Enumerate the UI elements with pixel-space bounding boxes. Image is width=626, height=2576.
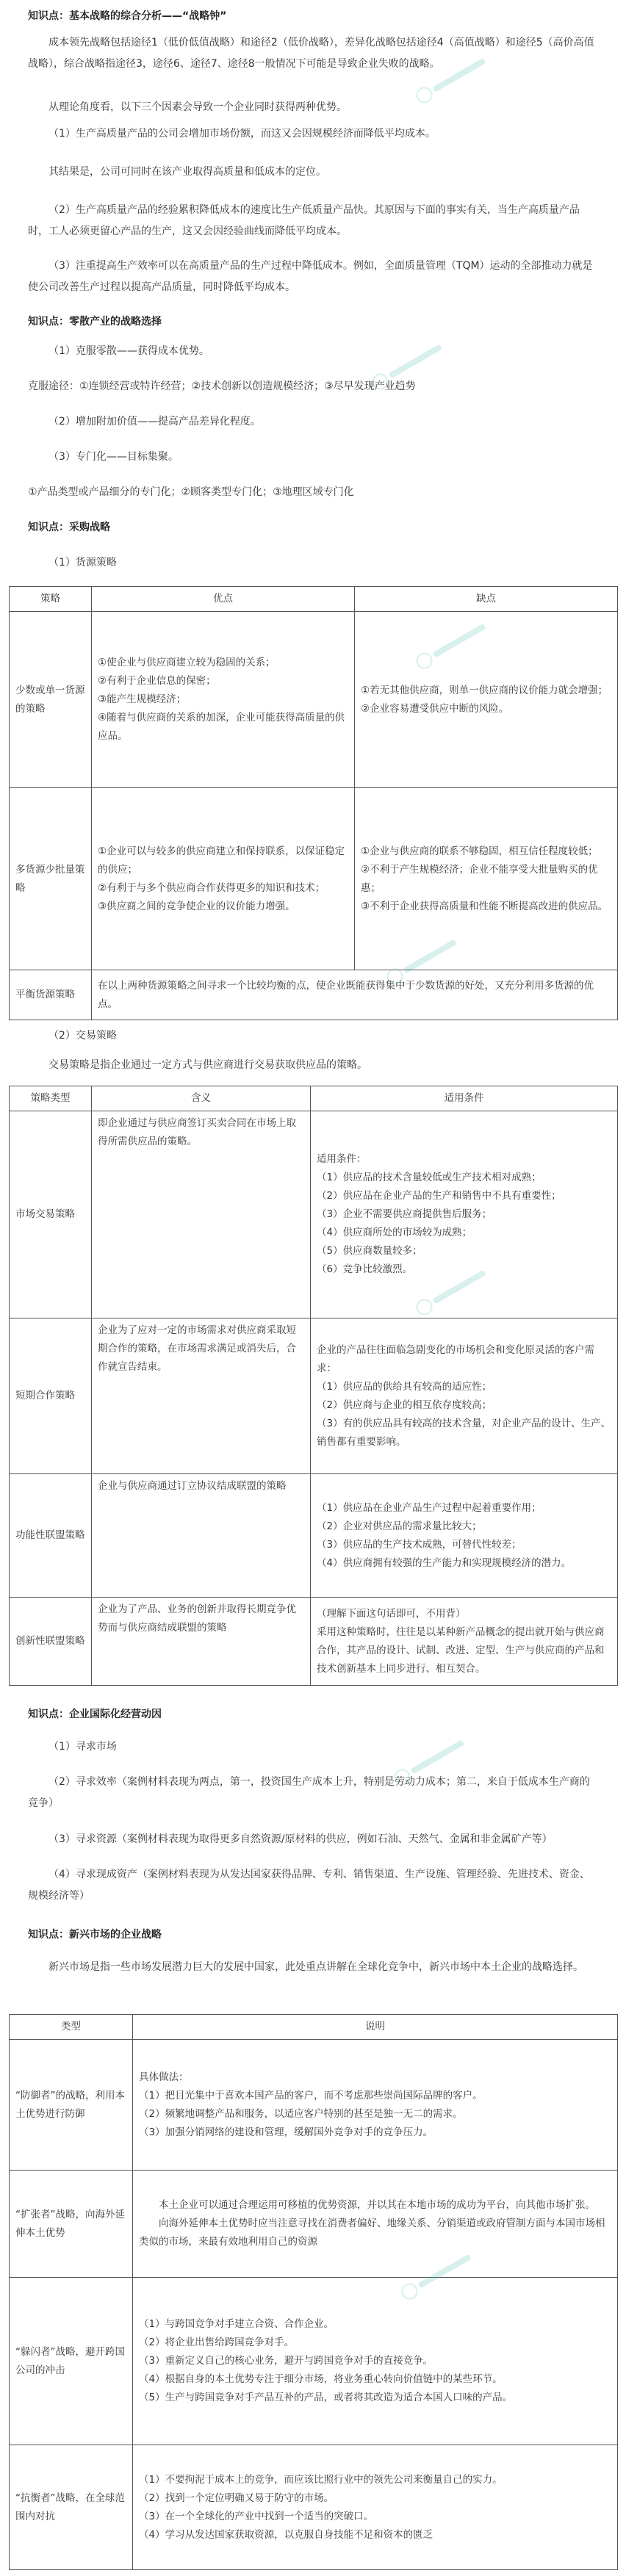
condition-line: （2）供应商与企业的相互依存度较高； <box>317 1399 492 1411</box>
paragraph: 新兴市场是指一些市场发展潜力巨大的发展中国家，此处重点讲解在全球化竞争中，新兴市场中本土企业的战略选择。 <box>48 1961 583 1973</box>
paragraph: （3）注重提高生产效率可以在高质量产品的生产过程中降低成本。例如，全面质量管理（TQM）运动的全部推动力就是使公司改善生产过程以提高产品质量，同时降低平均成本。 <box>28 260 593 293</box>
type-cell: “躲闪者”战略，避开跨国公司的冲击 <box>10 2278 133 2445</box>
pros-line: ④随着与供应商的关系的加深，企业可能获得高质量的供应品。 <box>98 712 345 742</box>
section-title-procurement: 知识点：采购战略 <box>28 522 110 533</box>
condition-line: （3）供应品的生产技术成熟，可替代性较差； <box>317 1538 522 1551</box>
description-line: （2）频繁地调整产品和服务，以适应客户特别的甚至是独一无二的需求。 <box>139 2107 463 2120</box>
table-row <box>10 970 618 1020</box>
cons-line: ①企业与供应商的联系不够稳固，相互信任程度较低； <box>361 845 598 857</box>
description-line: （3）在一个全球化的产业中找到一个适当的突破口。 <box>139 2510 374 2522</box>
emerging-market-strategy-table <box>9 2014 618 2570</box>
condition-line: （2）供应品在企业产品的生产和销售中不具有重要性； <box>317 1190 561 1202</box>
paragraph: （1）寻求市场 <box>48 1741 117 1753</box>
meaning-cell: 企业为了应对一定的市场需求对供应商采取短期合作的策略，在市场需求满足或消失后，合作就宣告结束。 <box>92 1318 311 1474</box>
pros-line: ①使企业与供应商建立较为稳固的关系； <box>98 657 276 668</box>
pros-line: ②有利于与多个供应商合作获得更多的知识和技术； <box>98 881 325 894</box>
strategy-name-cell: 多货源少批量策略 <box>10 788 92 970</box>
condition-line: （4）供应商所处的市场较为成熟； <box>317 1227 472 1238</box>
table-row <box>10 2445 618 2570</box>
cons-line: ③不利于企业获得高质量和性能不断提高改进的供应品。 <box>361 900 608 912</box>
table-row <box>10 2171 618 2278</box>
paragraph: 其结果是，公司可同时在该产业取得高质量和低成本的定位。 <box>48 166 326 178</box>
condition-line: （5）供应商数量较多； <box>317 1245 422 1257</box>
pros-line: ②有利于企业信息的保密； <box>98 675 216 687</box>
paragraph: （2）增加附加价值——提高产品差异化程度。 <box>48 416 261 427</box>
type-cell: “扩张者”战略，向海外延伸本土优势 <box>10 2171 133 2278</box>
type-cell: “防御者”的战略，利用本土优势进行防御 <box>10 2040 133 2171</box>
table-header: 策略类型 <box>10 1086 92 1111</box>
condition-cell <box>311 1598 618 1686</box>
description-cell <box>133 2040 618 2171</box>
type-cell: “抗衡者”战略，在全球范围内对抗 <box>10 2445 133 2570</box>
table-row <box>10 788 618 970</box>
description-line: 向海外延伸本土优势时应当注意寻找在消费者偏好、地缘关系、分销渠道或政府管制方面与本国市场相类似的市场，来最有效地利用自己的资源 <box>139 2218 605 2248</box>
transaction-strategy-table <box>9 1086 618 1686</box>
paragraph: （4）寻求现成资产（案例材料表现为从发达国家获得品牌、专利、销售渠道、生产设施、管理经验、先进技术、资金、规模经济等） <box>28 1869 590 1902</box>
condition-line: （理解下面这句话即可，不用背） <box>317 1607 466 1620</box>
table-row <box>10 1474 618 1598</box>
condition-line: 适用条件： <box>317 1153 367 1165</box>
table-row <box>10 612 618 788</box>
pros-cell <box>92 612 355 788</box>
section-title-internationalization: 知识点：企业国际化经营动因 <box>28 1709 162 1720</box>
table-header: 类型 <box>10 2015 133 2040</box>
paragraph: （1）生产高质量产品的公司会增加市场份额，而这又会因规模经济而降低平均成本。 <box>48 128 436 140</box>
strategy-name-cell: 创新性联盟策略 <box>10 1598 92 1686</box>
section-title-fragmented-industry: 知识点：零散产业的战略选择 <box>28 316 162 328</box>
condition-line: （2）企业对供应品的需求量比较大； <box>317 1520 482 1532</box>
table-header: 优点 <box>92 587 355 612</box>
condition-line: （4）供应商拥有较强的生产能力和实现规模经济的潜力。 <box>317 1556 572 1569</box>
description-cell <box>133 2171 618 2278</box>
condition-cell <box>311 1318 618 1474</box>
condition-line: （1）供应品在企业产品生产过程中起着重要作用； <box>317 1501 542 1514</box>
strategy-name-cell: 平衡货源策略 <box>10 970 92 1020</box>
condition-cell <box>311 1474 618 1598</box>
subheading: （2）交易策略 <box>48 1030 117 1042</box>
description-line: （2）找到一个定位明确又易于防守的市场。 <box>139 2492 334 2504</box>
description-cell <box>133 2278 618 2445</box>
strategy-name-cell: 功能性联盟策略 <box>10 1474 92 1598</box>
section-title-emerging-markets: 知识点：新兴市场的企业战略 <box>28 1929 162 1941</box>
cons-line: ①若无其他供应商，则单一供应商的议价能力就会增强； <box>361 684 608 696</box>
sourcing-strategy-table <box>9 586 618 1020</box>
table-row <box>10 2278 618 2445</box>
pros-line: ③供应商之间的竞争使企业的议价能力增强。 <box>98 900 295 912</box>
strategy-name-cell: 少数或单一货源的策略 <box>10 612 92 788</box>
description-line: 本土企业可以通过合理运用可移植的优势资源，并以其在本地市场的成功为平台，向其他市场扩张。 <box>159 2199 595 2211</box>
description-cell <box>133 2445 618 2570</box>
cons-line: ②不利于产生规模经济；企业不能享受大批量购买的优惠； <box>361 863 598 894</box>
cons-cell <box>355 612 618 788</box>
description-line: （1）与跨国竞争对手建立合资、合作企业。 <box>139 2318 334 2330</box>
pros-line: ③能产生规模经济； <box>98 693 187 705</box>
description-line: （4）根据自身的本土优势专注于细分市场，将业务重心转向价值链中的某些环节。 <box>139 2373 503 2385</box>
description-line: （1）不要拘泥于成本上的竞争，而应该比照行业中的领先公司来衡量自己的实力。 <box>139 2473 503 2486</box>
paragraph: 交易策略是指企业通过一定方式与供应商进行交易获取供应品的策略。 <box>48 1059 367 1071</box>
condition-line: 采用这种策略时，往往是以某种新产品概念的提出就开始与供应商合作，其产品的设计、试制、改进、定型、生产与供应商的产品和技术创新基本上同步进行、相互契合。 <box>317 1626 605 1675</box>
condition-line: （3）有的供应品具有较高的技术含量，对企业产品的设计、生产、销售都有重要影响。 <box>317 1417 611 1448</box>
condition-line: 企业的产品往往面临急剧变化的市场机会和变化原灵活的客户需求： <box>317 1343 594 1374</box>
paragraph: （2）寻求效率（案例材料表现为两点，第一，投资国生产成本上升，特别是劳动力成本；第二，来自于低成本生产商的竞争） <box>28 1776 590 1809</box>
description-line: 具体做法： <box>139 2071 189 2083</box>
pros-cell <box>92 788 355 970</box>
condition-line: （1）供应品的技术含量较低或生产技术相对成熟； <box>317 1172 542 1183</box>
condition-line: （1）供应品的供给具有较高的适应性； <box>317 1380 492 1393</box>
table-header: 缺点 <box>355 587 618 612</box>
cons-line: ②企业容易遭受供应中断的风险。 <box>361 702 509 715</box>
description-cell: 在以上两种货源策略之间寻求一个比较均衡的点，使企业既能获得集中于少数货源的好处，又充分利用多货源的优点。 <box>92 970 618 1020</box>
subheading: （1）货源策略 <box>48 557 117 569</box>
description-line: （5）生产与跨国竞争对手产品互补的产品，或者将其改造为适合本国人口味的产品。 <box>139 2392 513 2403</box>
paragraph: ①产品类型或产品细分的专门化；②顾客类型专门化；③地理区域专门化 <box>28 486 354 498</box>
paragraph: （2）生产高质量产品的经验累积降低成本的速度比生产低质量产品快。其原因与下面的事实有关，当生产高质量产品时，工人必须更留心产品的生产，这又会因经验曲线而降低平均成本。 <box>28 204 580 237</box>
meaning-cell: 企业为了产品、业务的创新并取得长期竞争优势而与供应商结成联盟的策略 <box>92 1598 311 1686</box>
description-line: （3）加强分销网络的建设和管理，缓解国外竞争对手的竞争压力。 <box>139 2126 433 2138</box>
table-row <box>10 2040 618 2171</box>
paragraph: 从理论角度看，以下三个因素会导致一个企业同时获得两种优势。 <box>48 101 347 113</box>
description-line: （1）把目光集中于喜欢本国产品的客户，而不考虑那些崇尚国际品牌的客户。 <box>139 2089 483 2101</box>
paragraph: 成本领先战略包括途径1（低价低值战略）和途径2（低价战略），差异化战略包括途径4（高值战略）和途径5（高价高值战略），综合战略指途径3，途径6、途径7、途径8一般情况下可能是导致企业失败的战略。 <box>28 37 594 70</box>
table-header: 含义 <box>92 1086 311 1111</box>
meaning-cell: 即企业通过与供应商签订买卖合同在市场上取得所需供应品的策略。 <box>92 1111 311 1318</box>
table-header: 说明 <box>133 2015 618 2040</box>
description-line: （3）重新定义自己的核心业务，避开与跨国竞争对手的直接竞争。 <box>139 2355 433 2367</box>
section-title-strategy-clock: 知识点：基本战略的综合分析——“战略钟” <box>28 10 227 22</box>
table-row <box>10 1598 618 1686</box>
condition-line: （6）竞争比较激烈。 <box>317 1263 413 1275</box>
table-header: 适用条件 <box>311 1086 618 1111</box>
strategy-name-cell: 短期合作策略 <box>10 1318 92 1474</box>
paragraph: （3）寻求资源（案例材料表现为取得更多自然资源/原材料的供应，例如石油、天然气、金属和非金属矿产等） <box>48 1833 553 1845</box>
cons-cell <box>355 788 618 970</box>
paragraph: （3）专门化——目标集聚。 <box>48 451 179 463</box>
table-header: 策略 <box>10 587 92 612</box>
paragraph: （1）克服零散——获得成本优势。 <box>48 345 209 357</box>
table-row <box>10 1111 618 1318</box>
condition-line: （3）企业不需要供应商提供售后服务； <box>317 1208 492 1220</box>
description-line: （4）学习从发达国家获取资源，以克服自身技能不足和资本的匮乏 <box>139 2528 433 2541</box>
paragraph: 克服途径：①连锁经营或特许经营；②技术创新以创造规模经济；③尽早发现产业趋势 <box>28 380 416 392</box>
strategy-name-cell: 市场交易策略 <box>10 1111 92 1318</box>
table-row <box>10 1318 618 1474</box>
pros-line: ①企业可以与较多的供应商建立和保持联系，以保证稳定的供应； <box>98 845 345 876</box>
description-line: （2）将企业出售给跨国竞争对手。 <box>139 2337 295 2348</box>
condition-cell <box>311 1111 618 1318</box>
meaning-cell: 企业与供应商通过订立协议结成联盟的策略 <box>92 1474 311 1598</box>
